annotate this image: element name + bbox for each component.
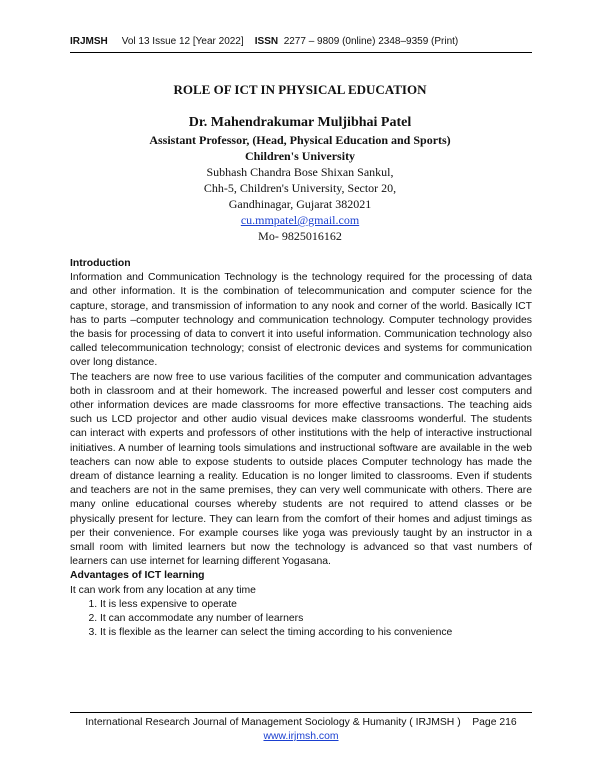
issn-numbers: 2277 – 9809 (0nline) 2348–9359 (Print) <box>283 36 459 47</box>
intro-paragraph-1: Information and Communication Technology is the technology required for the processing of data and other information. It is the combination of telecommunication and computer science for the capture, storage, and transmission of information to any nook and corner of the world. Basically ICT has to parts –computer technology and communication technology. Computer technology provides the basis for processing of data to convert it into useful information. Communication technology also called telecommunication technology; consist of electronic devices and systems for communication over long distance. <box>70 272 532 369</box>
advantages-heading: Advantages of ICT learning <box>70 570 205 582</box>
paper-body <box>70 257 532 640</box>
footer-journal: International Research Journal of Management Sociology & Humanity ( IRJMSH ) <box>85 717 461 728</box>
volume-info: Vol 13 Issue 12 [Year 2022] <box>121 36 244 47</box>
list-item: 3. It is flexible as the learner can select the timing according to his convenience <box>100 626 532 640</box>
advantages-list <box>70 598 532 641</box>
header-rule <box>70 52 532 53</box>
issn-label: ISSN <box>254 36 279 47</box>
list-item: 2. It can accommodate any number of learners <box>100 612 532 626</box>
address-line-3: Gandhinagar, Gujarat 382021 <box>228 197 372 211</box>
address-line-1: Subhash Chandra Bose Shixan Sankul, <box>206 165 394 179</box>
author-university: Children's University <box>244 149 356 163</box>
running-header <box>70 36 540 47</box>
journal-abbrev: IRJMSH <box>70 36 108 47</box>
advantages-intro: It can work from any location at any time <box>70 584 256 596</box>
footer-rule <box>70 712 532 713</box>
list-item: 1. It is less expensive to operate <box>100 598 532 612</box>
journal-website-link[interactable]: www.irjmsh.com <box>263 731 339 742</box>
author-position: Assistant Professor, (Head, Physical Education and Sports) <box>149 133 451 147</box>
paper-title: ROLE OF ICT IN PHYSICAL EDUCATION <box>173 82 427 97</box>
intro-paragraph-2: The teachers are now free to use various facilities of the computer and communication advantages both in classroom and at their homework. The increased powerful and lesser cost computers and other information devices are made classrooms for more effective transactions. The teaching aids such us LCD projector and other audio visual devices make classrooms wonderful. The students can interact with experts and professors of other institutions with the help of interactive instructional initiatives. A number of learning tools simulations and instructional software are available in the web teachers can now able to expose students to outside places Computer technology has made the dream of distance learning a reality. Education is no longer limited to classrooms. Even if students and teachers are not in the same premises, they can very well communicate with others. There are many online educational courses whereby students are not required to attend classes or be physically present for lecture. They can learn from the comfort of their homes and adjust timings as per their convenience. For example courses like yoga was previously taught by an instructor in a small room with limited learners but now the technology is advanced so that vast numbers of learners can use internet for learning different Yogasana. <box>70 371 532 568</box>
page-number: Page 216 <box>472 717 517 728</box>
author-mobile: Mo- 9825016162 <box>258 229 342 243</box>
page-footer <box>70 716 532 744</box>
author-name: Dr. Mahendrakumar Muljibhai Patel <box>188 115 412 130</box>
address-line-2: Chh-5, Children's University, Sector 20, <box>203 181 397 195</box>
intro-heading: Introduction <box>70 258 131 269</box>
author-block <box>0 114 600 244</box>
author-email-link[interactable]: cu.mmpatel@gmail.com <box>240 213 360 227</box>
